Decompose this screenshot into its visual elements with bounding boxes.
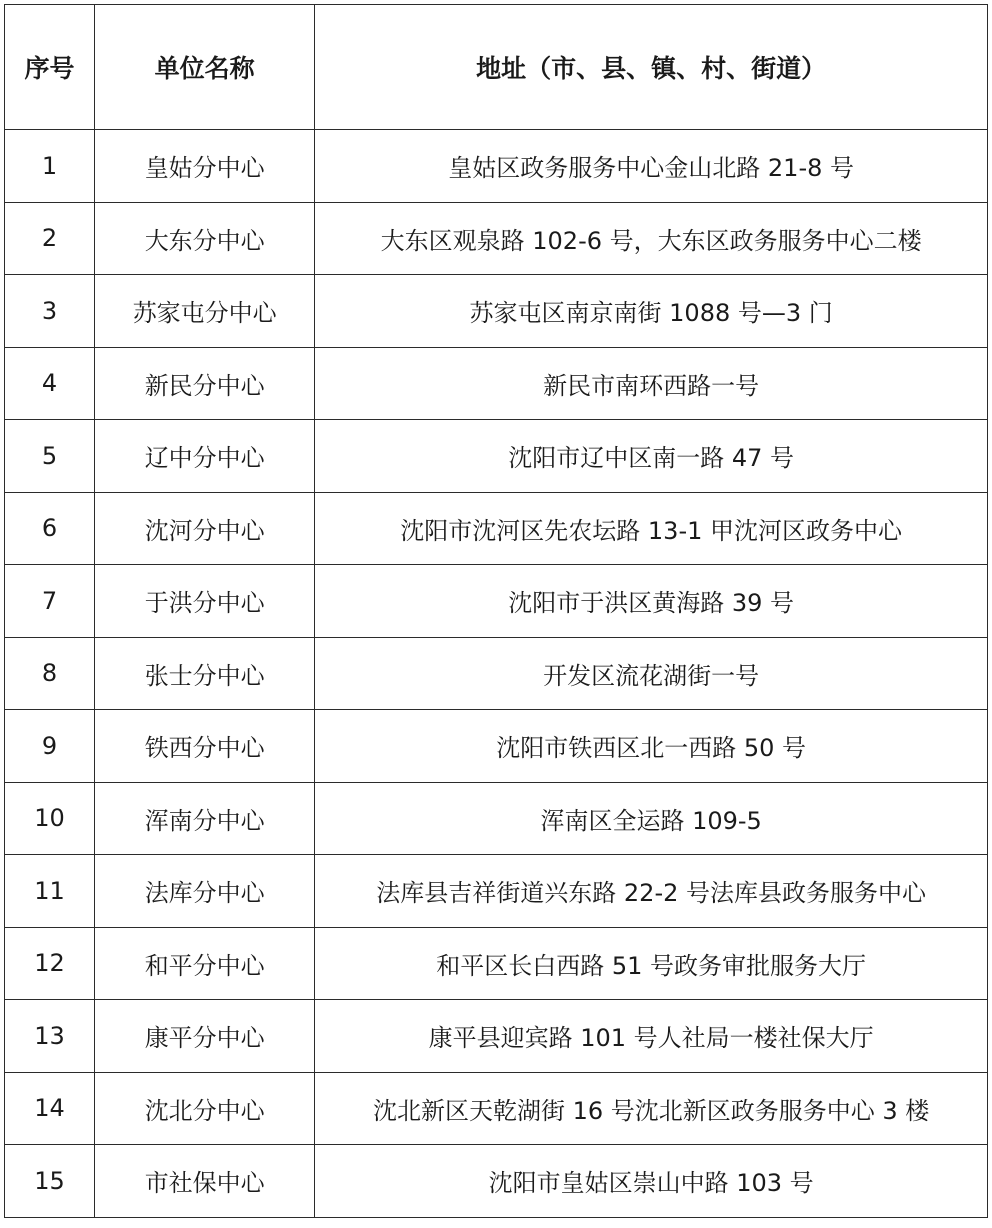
cell-name: 辽中分中心	[95, 420, 315, 493]
header-index: 序号	[5, 5, 95, 130]
table-row	[5, 130, 988, 203]
cell-address: 皇姑区政务服务中心金山北路 21-8 号	[315, 130, 988, 203]
cell-address: 新民市南环西路一号	[315, 347, 988, 420]
cell-name: 新民分中心	[95, 347, 315, 420]
cell-address: 沈阳市沈河区先农坛路 13-1 甲沈河区政务中心	[315, 492, 988, 565]
cell-index: 10	[5, 782, 95, 855]
table-row	[5, 1072, 988, 1145]
header-address: 地址（市、县、镇、村、街道）	[315, 5, 988, 130]
cell-index: 4	[5, 347, 95, 420]
table-row	[5, 1145, 988, 1218]
cell-index: 6	[5, 492, 95, 565]
cell-index: 14	[5, 1072, 95, 1145]
table-row	[5, 420, 988, 493]
cell-address: 沈阳市铁西区北一西路 50 号	[315, 710, 988, 783]
cell-index: 13	[5, 1000, 95, 1073]
cell-name: 于洪分中心	[95, 565, 315, 638]
cell-address: 沈北新区天乾湖街 16 号沈北新区政务服务中心 3 楼	[315, 1072, 988, 1145]
cell-name: 皇姑分中心	[95, 130, 315, 203]
table-row	[5, 492, 988, 565]
cell-name: 法库分中心	[95, 855, 315, 928]
cell-index: 9	[5, 710, 95, 783]
table-row	[5, 637, 988, 710]
cell-index: 1	[5, 130, 95, 203]
table-row	[5, 275, 988, 348]
cell-address: 和平区长白西路 51 号政务审批服务大厅	[315, 927, 988, 1000]
cell-index: 11	[5, 855, 95, 928]
cell-name: 沈河分中心	[95, 492, 315, 565]
table-row	[5, 565, 988, 638]
cell-name: 苏家屯分中心	[95, 275, 315, 348]
table-row	[5, 855, 988, 928]
service-center-table	[4, 4, 988, 1218]
cell-name: 市社保中心	[95, 1145, 315, 1218]
cell-address: 法库县吉祥街道兴东路 22-2 号法库县政务服务中心	[315, 855, 988, 928]
table-row	[5, 710, 988, 783]
table-row	[5, 782, 988, 855]
cell-address: 沈阳市于洪区黄海路 39 号	[315, 565, 988, 638]
cell-name: 沈北分中心	[95, 1072, 315, 1145]
cell-name: 和平分中心	[95, 927, 315, 1000]
cell-address: 浑南区全运路 109-5	[315, 782, 988, 855]
cell-address: 康平县迎宾路 101 号人社局一楼社保大厅	[315, 1000, 988, 1073]
cell-index: 12	[5, 927, 95, 1000]
cell-index: 15	[5, 1145, 95, 1218]
cell-address: 开发区流花湖街一号	[315, 637, 988, 710]
table-row	[5, 347, 988, 420]
header-row	[5, 5, 988, 130]
cell-address: 苏家屯区南京南街 1088 号—3 门	[315, 275, 988, 348]
table-row	[5, 1000, 988, 1073]
cell-name: 浑南分中心	[95, 782, 315, 855]
header-name: 单位名称	[95, 5, 315, 130]
cell-index: 5	[5, 420, 95, 493]
table-body	[5, 130, 988, 1218]
cell-index: 8	[5, 637, 95, 710]
table-row	[5, 202, 988, 275]
cell-index: 7	[5, 565, 95, 638]
cell-address: 沈阳市辽中区南一路 47 号	[315, 420, 988, 493]
cell-name: 铁西分中心	[95, 710, 315, 783]
cell-name: 大东分中心	[95, 202, 315, 275]
table-row	[5, 927, 988, 1000]
cell-index: 2	[5, 202, 95, 275]
cell-address: 沈阳市皇姑区崇山中路 103 号	[315, 1145, 988, 1218]
cell-name: 康平分中心	[95, 1000, 315, 1073]
cell-index: 3	[5, 275, 95, 348]
cell-address: 大东区观泉路 102-6 号，大东区政务服务中心二楼	[315, 202, 988, 275]
cell-name: 张士分中心	[95, 637, 315, 710]
